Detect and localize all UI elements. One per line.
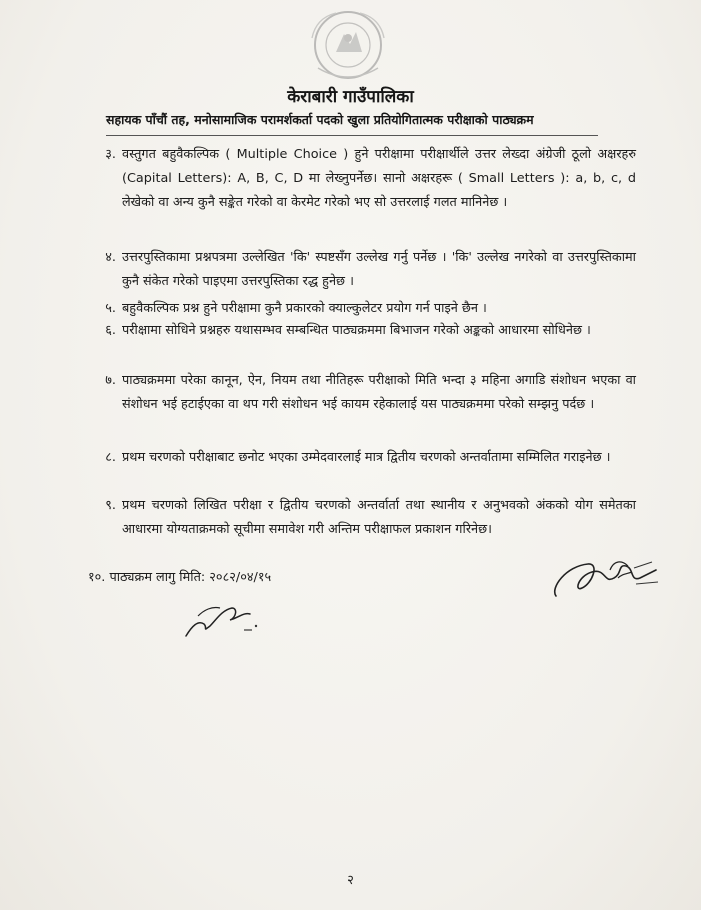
list-item-number: ४. bbox=[105, 250, 116, 265]
list-item-number: ५. bbox=[105, 301, 116, 316]
effective-date-label: पाठ्यक्रम लागु मिति: bbox=[109, 570, 206, 585]
list-item bbox=[96, 446, 636, 470]
list-item bbox=[96, 369, 636, 417]
list-item-number: ९. bbox=[105, 498, 116, 513]
list-item-text: उत्तरपुस्तिकामा प्रश्नपत्रमा उल्लेखित 'कि' स्पष्टसँग उल्लेख गर्नु पर्नेछ । 'कि' उल्लेख नगरेको वा उत्तरपुस्तिकामा कुनै संकेत गरेको पाइएमा उत्तरपुस्तिका रद्ध हुनेछ । bbox=[122, 250, 636, 289]
effective-date-line bbox=[88, 566, 271, 590]
list-item-text: बहुवैकल्पिक प्रश्न हुने परीक्षामा कुनै प्रकारको क्याल्कुलेटर प्रयोग गर्न पाइने छैन । bbox=[122, 301, 487, 316]
list-item-text: प्रथम चरणको लिखित परीक्षा र द्वितीय चरणको अन्तर्वार्ता तथा स्थानीय र अनुभवको अंकको योग समेतका आधारमा योग्यताक्रमको सूचीमा समावेश गरी अन्तिम परीक्षाफल प्रकाशन गरिनेछ। bbox=[122, 498, 636, 537]
signature-right bbox=[548, 548, 660, 606]
list-item bbox=[96, 246, 636, 294]
list-item bbox=[96, 494, 636, 542]
list-item bbox=[96, 297, 636, 321]
effective-date-number: १०. bbox=[88, 570, 106, 585]
page-title: केराबारी गाउँपालिका bbox=[287, 87, 414, 107]
list-item bbox=[96, 319, 636, 343]
page-number: २ bbox=[347, 873, 354, 888]
effective-date-value: २०८२/०४/१५ bbox=[209, 570, 272, 585]
list-item-number: ३. bbox=[105, 147, 116, 162]
list-item-text: पाठ्यक्रममा परेका कानून, ऐन, नियम तथा नीतिहरू परीक्षाको मिति भन्दा ३ महिना अगाडि संशोधन भएका वा संशोधन भई हटाईएका वा थप गरी संशोधन भई कायम रहेकालाई यस पाठ्यक्रममा परेको सम्झनु पर्दछ । bbox=[122, 373, 636, 412]
list-item-number: ६. bbox=[105, 323, 116, 338]
list-item-text: प्रथम चरणको परीक्षाबाट छनोट भएका उम्मेदवारलाई मात्र द्वितीय चरणको अन्तर्वातामा सम्मिलित गराइनेछ । bbox=[122, 450, 611, 465]
list-item-text: वस्तुगत बहुवैकल्पिक ( Multiple Choice ) हुने परीक्षामा परीक्षार्थीले उत्तर लेख्दा अंग्रेजी ठूलो अक्षरहरु (Capital Letters): A, B, C, D मा लेख्नुपर्नेछ। सानो अक्षरहरू ( Small Letters ): a, b, c, d लेखेको वा अन्य कुनै सङ्केत गरेको वा केरमेट गरेको भए सो उत्तरलाई गलत मानिनेछ । bbox=[122, 147, 636, 210]
page-subtitle: सहायक पाँचौं तह, मनोसामाजिक परामर्शकर्ता पदको खुला प्रतियोगितात्मक परीक्षाको पाठ्यक्रम bbox=[106, 112, 534, 127]
list-item-number: ८. bbox=[105, 450, 116, 465]
subtitle-underline bbox=[106, 135, 598, 136]
list-item-number: ७. bbox=[105, 373, 116, 388]
list-item-text: परीक्षामा सोधिने प्रश्नहरु यथासम्भव सम्बन्धित पाठ्यक्रममा बिभाजन गरेको अङ्कको आधारमा सोधिनेछ । bbox=[122, 323, 591, 338]
municipality-seal bbox=[298, 8, 398, 82]
signature-left bbox=[180, 596, 262, 644]
list-item bbox=[96, 143, 636, 215]
